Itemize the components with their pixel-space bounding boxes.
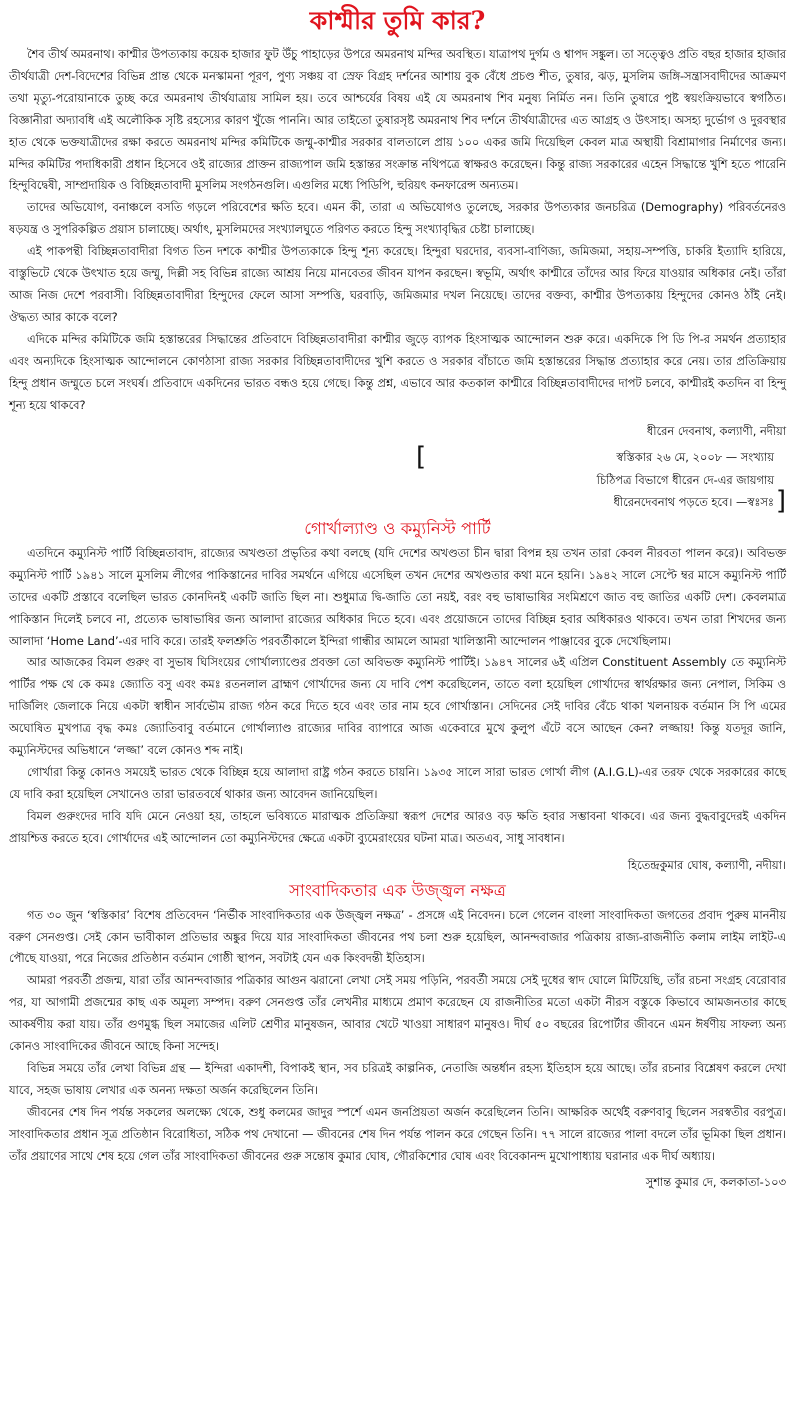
letter-paragraph: বিভিন্ন সময়ে তাঁর লেখা বিভিন্ন গ্রন্থ — ইন্দিরা একাদশী, বিপাকই স্থান, সব চরিত্রই কাল্পনিক, নেতাজি অন্তর্ধান রহস্য ইতিহাস হয়ে আছে। তাঁর রচনার বিশ্লেষণ করলে দেখা যাবে, সহজ ভাষায় লেখার এক অনন্য দক্ষতা অর্জন করেছিলেন তিনি। <box>9 1060 786 1097</box>
letter-paragraph: শৈব তীর্থ অমরনাথ। কাশ্মীর উপত্যকায় কয়েক হাজার ফুট উঁচু পাহাড়ের উপরে অমরনাথ মন্দির অবস্থিত। যাত্রাপথ দুর্গম ও শ্বাপদ সঙ্কুল। তা সত্ত্বেও প্রতি বছর হাজার হাজার তীর্থযাত্রী দেশ-বিদেশের বিভিন্ন প্রান্ত থেকে মনস্কামনা পূরণ, পুণ্য সঞ্চয় বা স্রেফ বিগ্রহ দর্শনের আশায় বুক বেঁধে প্রচণ্ড শীত, তুষার, ঝড়, মুসলিম জঙ্গি-সন্ত্রাসবাদীদের আক্রমণ তথা মৃত্যু-পরোয়ানাকে তুচ্ছ করে অমরনাথ তীর্থযাত্রায় সামিল হয়। তবে আশ্চর্যের বিষয় এই যে অমরনাথ শিব মনুষ্য নির্মিত নন। তিনি তুষারে পুষ্ট স্বয়ংক্রিয়ভাবে স্বগঠিত। বিজ্ঞানীরা অদ্যাবধি এই অলৌকিক সৃষ্টি রহস্যের কারণ খুঁজে পাননি। আর তাইতো তুষারসৃষ্ট অমরনাথ শিব দর্শনে তীর্থযাত্রীদের এত আগ্রহ ও উৎসাহ। অসহ্য দুর্ভোগ ও দুরবস্থার হাত থেকে ভক্তযাত্রীদের রক্ষা করতে অমরনাথ মন্দির কমিটিকে জম্মু-কাশ্মীর সরকার বালতালে প্রায় ১০০ একর জমি দিয়েছিল কেবল মাত্র অস্থায়ী বিশ্রামাগার নির্মাণের জন্য। মন্দির কমিটির পদাধিকারী প্রধান হিসেবে ওই রাজ্যের প্রাক্তন রাজ্যপাল জমি হস্তান্তর সংক্রান্ত নথিপত্রে স্বাক্ষরও করেছেন। কিন্তু রাজ্য সরকারের এহেন সিদ্ধান্তে খুশি হতে পারেনি হিন্দুবিদ্বেষী, সাম্প্রদায়িক ও বিচ্ছিন্নতাবাদী মুসলিম সংগঠনগুলি। এগুলির মধ্যে পিডিপি, হুরিয়ৎ কনফারেন্স অন্যতম। <box>9 47 786 193</box>
section-title: গোর্খাল্যাণ্ড ও কম্যুনিস্ট পার্টি <box>304 518 491 538</box>
page-title: কাশ্মীর তুমি কার? <box>309 6 486 35</box>
editor-correction-note <box>416 442 786 516</box>
letter-journalism <box>9 880 786 1194</box>
note-open-bracket: [ <box>416 442 427 473</box>
letter-signature: হিতেন্দ্রকুমার ঘোষ, কল্যাণী, নদীয়া। <box>627 857 786 872</box>
note-line: স্বস্তিকার ২৬ মে, ২০০৮ — সংখ্যায় <box>616 450 774 465</box>
letter-signature: ধীরেন দেবনাথ, কল্যাণী, নদীয়া <box>646 424 786 439</box>
letter-paragraph: জীবনের শেষ দিন পর্যন্ত সকলের অলক্ষ্যে থেকে, শুধু কলমের জাদুর স্পর্শে এমন জনপ্রিয়তা অর্জন করেছিলেন তিনি। আক্ষরিক অর্থেই বরুণবাবু ছিলেন সরস্বতীর বরপুত্র। সাংবাদিকতার প্রধান সূত্র প্রতিষ্ঠান বিরোধিতা, সঠিক পথ দেখানো — জীবনের শেষ দিন পর্যন্ত পালন করে গেছেন তিনি। ৭৭ সালে রাজ্যের পালা বদলে তাঁর ভূমিকা ছিল প্রধান। তাঁর প্রয়াণের সাথে শেষ হয়ে গেল তাঁর সাংবাদিকতা জীবনের গুরু সন্তোষ কুমার ঘোষ, গৌরকিশোর ঘোষ এবং বিবেকানন্দ মুখোপাধ্যায় ঘরানার এক দীর্ঘ অধ্যায়। <box>9 1104 786 1163</box>
letter-signature: সুশান্ত কুমার দে, কলকাতা-১০৩ <box>645 1175 786 1190</box>
letter-paragraph: গোর্খারা কিন্তু কোনও সময়েই ভারত থেকে বিচ্ছিন্ন হয়ে আলাদা রাষ্ট্র গঠন করতে চায়নি। ১৯৩৫ সালে সারা ভারত গোর্খা লীগ (A.I.G.L)-এর তরফ থেকে সরকারের কাছে যে দাবি করা হয়েছিল সেখানেও তারা ভারতবর্ষে থাকার জন্য আবেদন জানিয়েছিল। <box>9 764 786 801</box>
section-title: সাংবাদিকতার এক উজ্জ্বল নক্ষত্র <box>289 880 506 900</box>
letter-paragraph: এই পাকপন্থী বিচ্ছিন্নতাবাদীরা বিগত তিন দশকে কাশ্মীর উপত্যকাকে হিন্দু শূন্য করেছে। হিন্দুরা ঘরদোর, ব্যবসা-বাণিজ্য, জমিজমা, সহায়-সম্পত্তি, চাকরি ইত্যাদি হারিয়ে, বাস্তুভিটে থেকে উৎখাত হয়ে জম্মু, দিল্লী সহ বিভিন্ন রাজ্যে আশ্রয় নিয়ে মানবেতর জীবন যাপন করছেন। স্বভূমি, অর্থাৎ কাশ্মীরে তাঁদের আর ফিরে যাওয়ার অধিকার নেই। তাঁরা আজ নিজ দেশে পরবাসী। বিচ্ছিন্নতাবাদীরা হিন্দুদের ফেলে আসা সম্পত্তি, ঘরবাড়ি, জমিজমার দখল নিয়েছে। তাদের বক্তব্য, কাশ্মীর উপত্যকায় হিন্দুদের কোনও ঠাঁই নেই। ঔদ্ধত্য আর কাকে বলে? <box>9 244 786 324</box>
letter-paragraph: তাদের অভিযোগ, বনাঞ্চলে বসতি গড়লে পরিবেশের ক্ষতি হবে। এমন কী, তারা এ অভিযোগও তুলেছে, সরকার উপত্যকার জনচরিত্র (Demography) পরিবর্তনেরও ষড়যন্ত্র ও সুপরিকল্পিত প্রয়াস চালাচ্ছে। অর্থাৎ, মুসলিমদের সংখ্যালঘুতে পরিণত করতে হিন্দু সংখ্যাবৃদ্ধির চেষ্টা চালাচ্ছে। <box>9 200 786 237</box>
letter-paragraph: গত ৩০ জুন ‘স্বস্তিকার’ বিশেষ প্রতিবেদন ‘নির্ভীক সাংবাদিকতার এক উজ্জ্বল নক্ষত্র’ - প্রসঙ্গে এই নিবেদন। চলে গেলেন বাংলা সাংবাদিকতা জগতের প্রবাদ পুরুষ মাননীয় বরুণ সেনগুপ্ত। সেই কোন ভাবীকাল প্রতিভার অঙ্কুর দিয়ে যার সাংবাদিকতা জীবনের পথ চলা শুরু হয়েছিল, আনন্দবাজার পত্রিকায় রাজ্য-রাজনীতি কলাম লাইম লাইট-এ পৌছে যাওয়া, পরে নিজের প্রতিষ্ঠান বর্তমান গোষ্ঠী স্থাপন, সবটাই যেন এক কিংবদন্তী ইতিহাস। <box>9 907 786 966</box>
note-close-bracket: ] <box>775 485 786 516</box>
letter-paragraph: এতদিনে কম্যুনিস্ট পার্টি বিচ্ছিন্নতাবাদ, রাজ্যের অখণ্ডতা প্রভৃতির কথা বলছে (যদি দেশের অখণ্ডতা চীন দ্বারা বিপন্ন হয় তখন তারা কেবল নীরবতা পালন করে)। অবিভক্ত কম্যুনিস্ট পার্টি ১৯৪১ সালে মুসলিম লীগের পাকিস্তানের দাবির সমর্থনে এগিয়ে এসেছিল তখন দেশের অখণ্ডতার কথা মনে হয়নি। ১৯৪২ সালে সেপ্টে ম্বর মাসে কম্যুনিস্ট পার্টি তাদের একটি প্রস্তাবে বলেছিল ভারত কোনদিনই একটি জাতি ছিল না। শুধুমাত্র দ্বি-জাতি তো নয়ই, বরং বহু ভাষাভাষির সংমিশ্রণে জাত বহু জাতির একটি দেশ। কেবলমাত্র পাকিস্তান দিলেই চলবে না, প্রত্যেক ভাষাভাষির জন্য আলাদা রাজ্যের অধিকার দিতে হবে। এবং প্রয়োজনে তাদের বিচ্ছিন্ন হবার অধিকারও থাকবে। তখন তারা শিখদের জন্য আলাদা ‘Home Land’-এর দাবি করে। তারই ফলশ্রুতি পরবর্তীকালে ইন্দিরা গান্ধীর আমলে আমরা খালিস্তানী আন্দোলন পাঞ্জাবের বুকে দেখেছিলাম। <box>9 545 786 648</box>
letter-gorkhaland <box>9 518 786 876</box>
letter-paragraph: বিমল গুরুংদের দাবি যদি মেনে নেওয়া হয়, তাহলে ভবিষ্যতে মারাত্মক প্রতিক্রিয়া স্বরূপ দেশের আরও বড় ক্ষতি হবার সম্ভাবনা থাকবে। এর জন্য বুদ্ধবাবুদেরই একদিন প্রায়শ্চিত্ত করতে হবে। গোর্খাদের এই আন্দোলন তো কম্যুনিস্টদের ক্ষেত্রে একটা ব্যুমেরাংয়ের ঘটনা মাত্র। অতএব, সাধু সাবধান। <box>9 808 786 845</box>
letter-kashmir <box>9 44 786 514</box>
letter-paragraph: এদিকে মন্দির কমিটিকে জমি হস্তান্তরের সিদ্ধান্তের প্রতিবাদে বিচ্ছিন্নতাবাদীরা কাশ্মীর জুড়ে ব্যাপক হিংসাত্মক আন্দোলন শুরু করে। একদিকে পি ডি পি-র সমর্থন প্রত্যাহার এবং অন্যদিকে হিংসাত্মক আন্দোলনে কোণঠাসা রাজ্য সরকার বিচ্ছিন্নতাবাদীদের খুশি করতে ও সরকার বাঁচাতে জমি হস্তান্তরের সিদ্ধান্ত প্রত্যাহার করে নেয়। তার প্রতিক্রিয়ায় হিন্দু প্রধান জম্মুতে চলে সংঘর্ষ। প্রতিবাদে একদিনের ভারত বন্ধও হয়ে গেছে। কিন্তু প্রশ্ন, এভাবে আর কতকাল কাশ্মীরে বিচ্ছিন্নতাবাদীদের দাপট চলবে, কাশ্মীরই কতদিন বা হিন্দু শূন্য হয়ে থাকবে? <box>9 331 786 412</box>
letter-paragraph: আমরা পরবর্তী প্রজন্ম, যারা তাঁর আনন্দবাজার পত্রিকার আগুন ঝরানো লেখা সেই সময় পড়িনি, পরবর্তী সময়ে সেই দুধের স্বাদ ঘোলে মিটিয়েছি, তাঁর রচনা সংগ্রহ বেরোবার পর, যা আগামী প্রজন্মের কাছ এক অমূল্য সম্পদ। বরুণ সেনগুপ্ত তাঁর লেখনীর মাধ্যমে প্রমাণ করেছেন যে রাজনীতির মতো একটা নীরস বস্তুকে কিভাবে আমজনতার কাছে আকর্ষণীয় করা যায়। তাঁর গুণমুগ্ধ ছিল সমাজের এলিট শ্রেণীর মানুষজন, আবার খেটে খাওয়া সাধারণ মানুষও। দীর্ঘ ৫০ বছরের রিপোর্টার জীবনে এমন ঈর্ষণীয় সাফল্য অন্য কোনও সাংবাদিকের জীবনে আছে কিনা সন্দেহ। <box>9 973 786 1054</box>
letter-paragraph: আর আজকের বিমল গুরুং বা সুভাষ ঘিসিংয়ের গোর্খাল্যাণ্ডের প্রবক্তা তো অবিভক্ত কম্যুনিস্ট পার্টিই। ১৯৪৭ সালের ৬ই এপ্রিল Constituent Assembly তে কম্যুনিস্ট পার্টির পক্ষ থে কে কমঃ জ্যোতি বসু এবং কমঃ রতনলাল ব্রাহ্মণ গোর্খাদের জন্য যে দাবি পেশ করেছিলেন, তাতে বলা হয়েছিল গোর্খাদের স্বার্থরক্ষার জন্য নেপাল, সিকিম ও দার্জিলিং জেলাকে নিয়ে একটা স্বাধীন সার্বভৌম রাজ্য গঠন করে দিতে হবে এবং তার নাম হবে গোর্খাস্তান। সেদিনের সেই দাবির বেঁচে থাকা খলনায়ক বর্তমান সি পি এমের অঘোষিত মুখপাত্র বৃদ্ধ কমঃ জ্যোতিবাবু বর্তমানে গোর্খাল্যাণ্ড রাজ্যের দাবির ব্যাপারে আজ একেবারে মুখে কুলুপ এঁটে বসে আছেন কেন? লজ্জায়! কিন্তু যতদূর জানি, কম্যুনিস্টদের অভিধানে ‘লজ্জা’ বলে কোনও শব্দ নাই। <box>9 655 786 758</box>
note-line: চিঠিপত্র বিভাগে ধীরেন দে-এর জায়গায় <box>596 472 774 487</box>
note-line: ধীরেনদেবনাথ পড়তে হবে। —স্বঃসঃ <box>613 495 774 510</box>
